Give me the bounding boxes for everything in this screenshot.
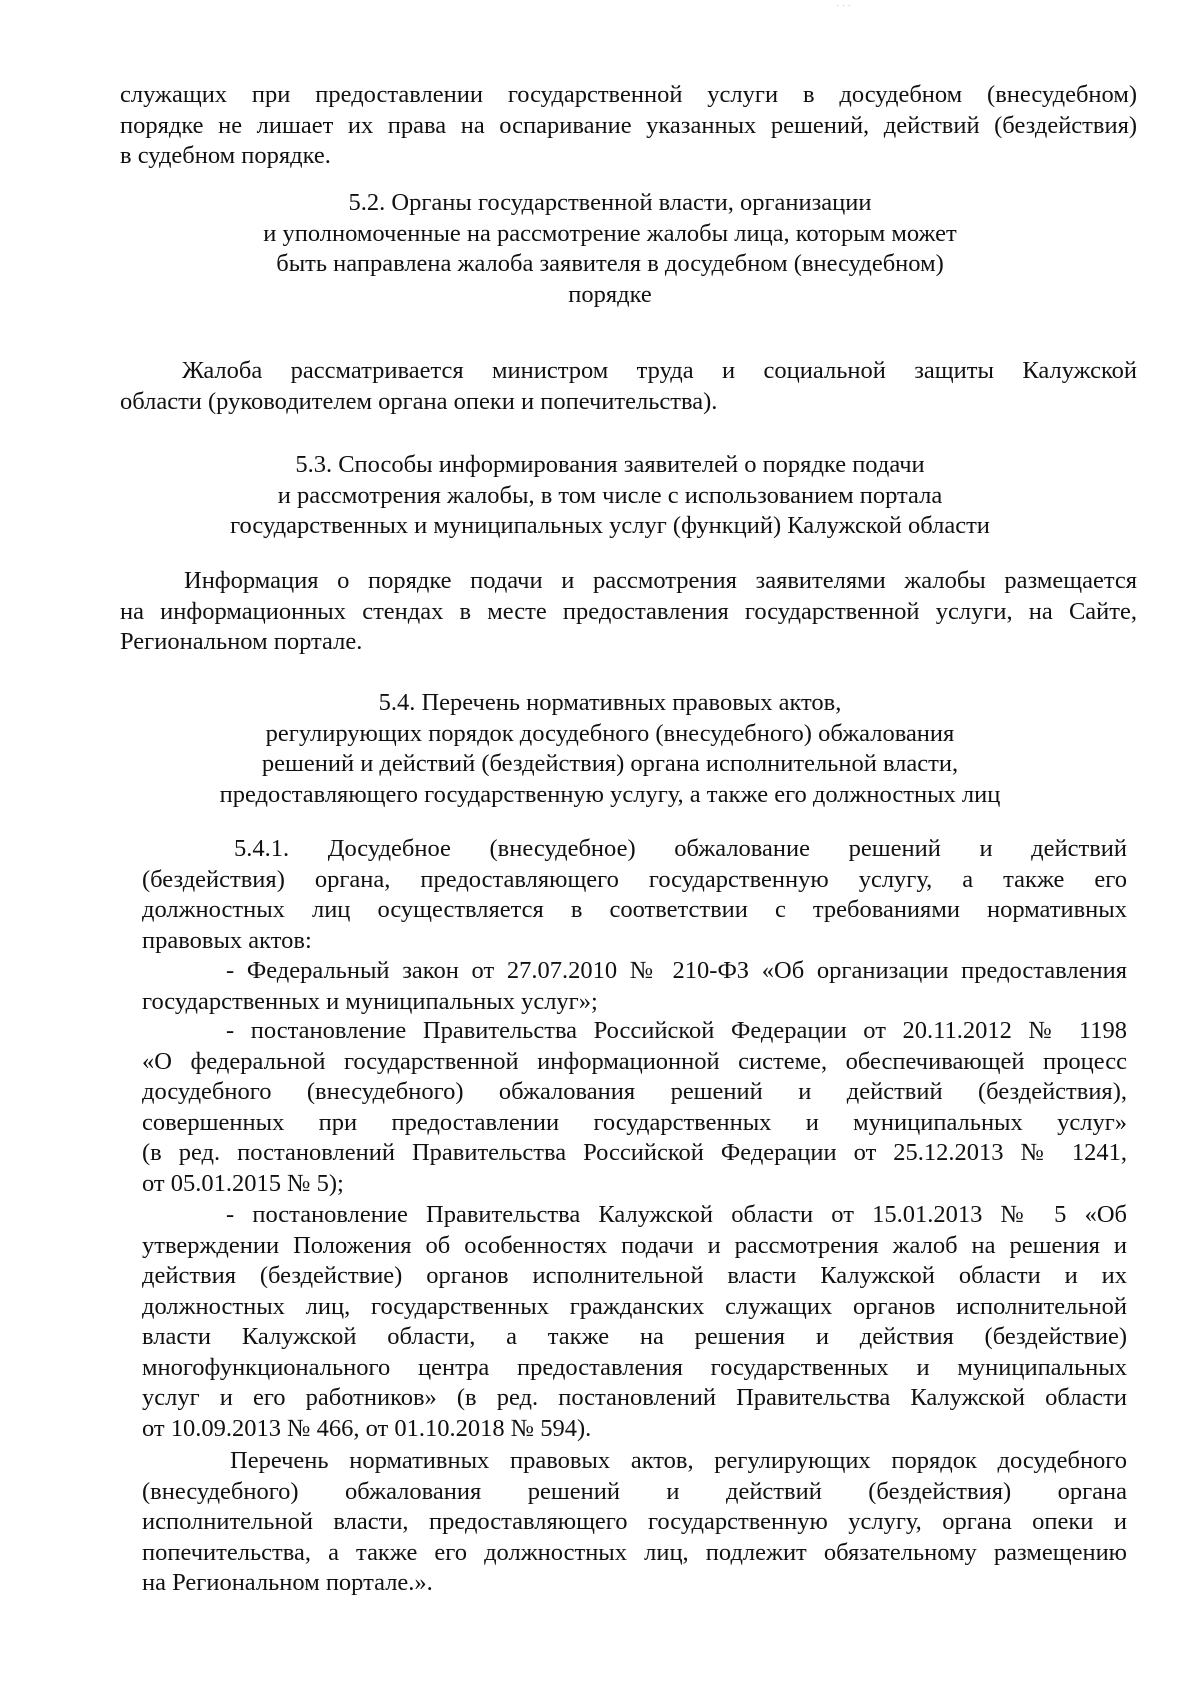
closing-paragraph bbox=[142, 1446, 1127, 1599]
item-line: «О федеральной государственной информационной системе, обеспечивающей процесс bbox=[142, 1047, 1127, 1075]
section-5-3-heading bbox=[160, 450, 1060, 542]
item-line: - постановление Правительства Российской Федерации от 20.11.2012 № 1198 bbox=[226, 1017, 1127, 1044]
item-line: государственных и муниципальных услуг»; bbox=[142, 987, 598, 1015]
heading-line: быть направлена жалоба заявителя в досудебном (внесудебном) bbox=[276, 250, 944, 277]
section-5-2-heading bbox=[160, 188, 1060, 310]
paragraph-line: должностных лиц осуществляется в соответствии с требованиями нормативных bbox=[142, 896, 1127, 923]
item-line: власти Калужской области, а также на решения и действия (бездействие) bbox=[142, 1323, 1127, 1350]
heading-line: государственных и муниципальных услуг (функций) Калужской области bbox=[230, 512, 990, 539]
legal-act-item bbox=[142, 956, 1127, 1017]
item-line: от 05.01.2015 № 5); bbox=[142, 1169, 344, 1197]
paragraph-line: правовых актов: bbox=[142, 926, 312, 954]
item-line: (в ред. постановлений Правительства Российской Федерации от 25.12.2013 № 1241, bbox=[142, 1139, 1127, 1166]
intro-line: служащих при предоставлении государственной услуги в досудебном (внесудебном) bbox=[120, 81, 1137, 108]
item-line: досудебного (внесудебного) обжалования решений и действий (бездействия), bbox=[142, 1078, 1127, 1105]
heading-line: 5.3. Способы информирования заявителей о порядке подачи bbox=[295, 451, 925, 478]
section-5-4-heading bbox=[160, 688, 1060, 810]
heading-line: регулирующих порядок досудебного (внесудебного) обжалования bbox=[265, 719, 955, 747]
heading-line: 5.4. Перечень нормативных правовых актов, bbox=[378, 689, 842, 716]
item-line: утверждении Положения об особенностях подачи и рассмотрения жалоб на решения и bbox=[142, 1231, 1127, 1259]
heading-line: и рассмотрения жалобы, в том числе с использованием портала bbox=[277, 481, 943, 509]
legal-act-item bbox=[142, 1200, 1127, 1444]
body-line: на информационных стендах в месте предоставления государственной услуги, на Сайте, bbox=[120, 597, 1137, 625]
item-line: - Федеральный закон от 27.07.2010 № 210-ФЗ «Об организации предоставления bbox=[226, 957, 1127, 984]
heading-line: решений и действий (бездействия) органа исполнительной власти, bbox=[261, 750, 959, 777]
paragraph-line: исполнительной власти, предоставляющего государственную услугу, органа опеки и bbox=[142, 1508, 1127, 1535]
paragraph-line: 5.4.1. Досудебное (внесудебное) обжалование решений и действий bbox=[234, 835, 1127, 862]
heading-line: 5.2. Органы государственной власти, организации bbox=[348, 189, 872, 216]
paragraph-line: Перечень нормативных правовых актов, регулирующих порядок досудебного bbox=[230, 1447, 1127, 1474]
section-5-3-body bbox=[120, 566, 1137, 658]
intro-paragraph bbox=[120, 80, 1137, 172]
legal-act-item bbox=[142, 1016, 1127, 1199]
body-line: Информация о порядке подачи и рассмотрения заявителями жалобы размещается bbox=[184, 567, 1137, 594]
paragraph-line: попечительства, а также его должностных лиц, подлежит обязательному размещению bbox=[142, 1538, 1127, 1566]
heading-line: порядке bbox=[568, 280, 652, 308]
body-line: Региональном портале. bbox=[120, 628, 363, 655]
section-5-2-body bbox=[120, 356, 1137, 417]
body-line: области (руководителем органа опеки и попечительства). bbox=[120, 387, 718, 415]
item-line: услуг и его работников» (в ред. постановлений Правительства Калужской области bbox=[142, 1384, 1127, 1411]
heading-line: предоставляющего государственную услугу, а также его должностных лиц bbox=[219, 780, 1001, 808]
scan-artifact: ˙ ˙ ˙ bbox=[836, 4, 851, 15]
item-line: совершенных при предоставлении государственных и муниципальных услуг» bbox=[142, 1108, 1127, 1136]
item-line: - постановление Правительства Калужской области от 15.01.2013 № 5 «Об bbox=[226, 1201, 1127, 1228]
paragraph-line: на Региональном портале.». bbox=[142, 1569, 433, 1596]
heading-line: и уполномоченные на рассмотрение жалобы лица, которым может bbox=[263, 219, 957, 247]
item-line: действия (бездействие) органов исполнительной власти Калужской области и их bbox=[142, 1262, 1127, 1289]
body-line: Жалоба рассматривается министром труда и социальной защиты Калужской bbox=[182, 357, 1137, 384]
paragraph-line: (бездействия) органа, предоставляющего государственную услугу, а также его bbox=[142, 865, 1127, 893]
item-line: от 10.09.2013 № 466, от 01.10.2018 № 594). bbox=[142, 1414, 592, 1442]
intro-line: порядке не лишает их права на оспаривание указанных решений, действий (бездействия) bbox=[120, 111, 1137, 139]
item-line: должностных лиц, государственных гражданских служащих органов исполнительной bbox=[142, 1292, 1127, 1320]
intro-line: в судебном порядке. bbox=[120, 142, 331, 169]
paragraph-line: (внесудебного) обжалования решений и действий (бездействия) органа bbox=[142, 1477, 1127, 1505]
item-line: многофункционального центра предоставления государственных и муниципальных bbox=[142, 1353, 1127, 1381]
paragraph-5-4-1 bbox=[142, 834, 1127, 956]
